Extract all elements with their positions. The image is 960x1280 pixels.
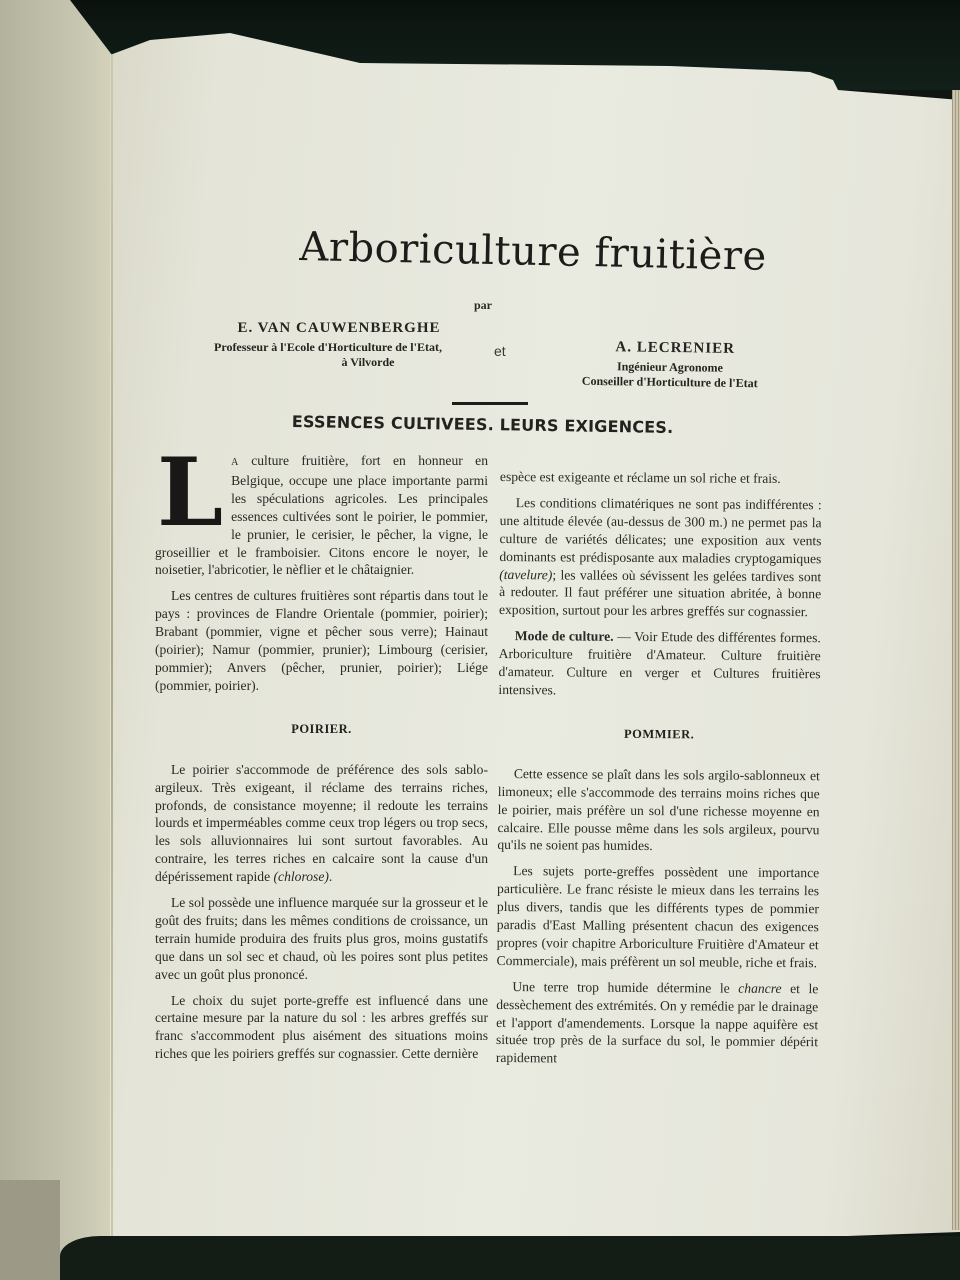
- author-2-name: A. LECRENIER: [615, 339, 736, 357]
- text: Une terre trop humide détermine le: [512, 978, 739, 996]
- paragraph-poirier-1: [155, 761, 488, 886]
- text: .: [328, 869, 333, 885]
- intro-paragraph: [155, 438, 488, 579]
- author-1-affiliation: [178, 340, 478, 370]
- italic-term: (tavelure): [499, 566, 553, 582]
- article-title: Arboriculture fruitière: [299, 224, 768, 280]
- author-2: [555, 338, 786, 391]
- title-divider: [452, 402, 528, 405]
- drop-cap: L: [157, 438, 224, 548]
- author-2-affiliation-line: Conseiller d'Horticulture de l'Etat: [581, 373, 758, 391]
- italic-term: chancre: [738, 980, 782, 996]
- paragraph-centres: Les centres de cultures fruitières sont répartis dans tout le pays : provinces de Flandre Orientale (pommier, poirier); Brabant (pommier, vigne et pêcher sous verre); Hainaut (poirier); Namur (pommier, prunier); Limbourg (cerisier, pommier); Anvers (pêcher, prunier, poirier); Liége (pommier, poirier).: [155, 588, 488, 693]
- author-conjunction: et: [494, 343, 506, 359]
- text: ; les vallées où sévissent les gelées tardives sont à redouter. Il faut préférer une situation abritée, à bonne exposition, surtout pour les arbres greffés sur cognassier.: [498, 566, 822, 620]
- intro-smallcap: A: [231, 457, 239, 468]
- paragraph-climat: [499, 494, 822, 622]
- paragraph-continuation: espèce est exigeante et réclame un sol riche et frais.: [499, 468, 781, 486]
- intro-text: culture fruitière, fort en honneur en Belgique, occupe une place importante parmi les spéculations agricoles. Les principales essences cultivées sont le poirier, le pommier, le prunier, le cerisier, le pêcher, la vigne, le groseillier et le framboisier. Citons encore le noyer, le noisetier, l'abricotier, le nèflier et le châtaignier.: [155, 453, 488, 578]
- text: Le poirier s'accommode de préférence des sols sablo-argileux. Très exigeant, il réclame des terrains riches, profonds, de consistance moyenne; il redoute les terrains lourds et imperméables comme ceux trop légers ou trop secs, les sols alluvionnaires lui sont surtout favorables. Au contraire, les terres riches en calcaire sont la cause d'un dépérissement rapide: [155, 761, 488, 885]
- paragraph-pommier-1: Cette essence se plaît dans les sols argilo-sablonneux et limoneux; elle s'accommode des terrains moins riches que le poirier, mais préfère un sol d'une richesse moyenne en calcaire. Elle pousse même dans les sols argileux, pourvu qu'ils ne soient pas humides.: [497, 765, 820, 854]
- author-2-affiliation-line: Ingénieur Agronome: [616, 359, 724, 375]
- author-1: [178, 320, 478, 370]
- subheading-poirier: POIRIER.: [291, 721, 352, 736]
- paragraph-pommier-3: [496, 978, 819, 1070]
- text: Les conditions climatériques ne sont pas indifférentes : une altitude élevée (au-dessus de 300 m.) ne permet pas la culture de variétés délicates; une exposition aux vents dominants est prédisposante aux maladies cryptogamiques: [499, 495, 822, 566]
- text: — Voir Etude des différentes formes. Arboriculture fruitière d'Amateur. Culture fruitière d'amateur. Culture en verger et Cultures fruitières intensives.: [498, 629, 821, 698]
- paragraph-poirier-3: Le choix du sujet porte-greffe est influencé dans une certaine mesure par la nature du sol : les arbres greffés sur franc s'accommodent plus aisément des situations moins riches que les poiriers greffés sur cognassier. Cette dernière: [155, 992, 488, 1062]
- author-2-affiliation: [555, 358, 785, 391]
- text: et le dessèchement des extrémités. On y remédie par le drainage et l'apport d'amendements. Lorsque la nappe aquifère est située trop près de la surface du sol, le pommier dépérit rapidement: [495, 980, 819, 1066]
- section-heading: ESSENCES CULTIVEES. LEURS EXIGENCES.: [291, 412, 674, 437]
- left-column: [155, 438, 488, 1071]
- paragraph-mode-culture: [498, 627, 820, 701]
- author-1-affiliation-line: à Vilvorde: [341, 355, 395, 369]
- italic-term: (chlorose): [273, 869, 329, 885]
- paragraph-pommier-2: Les sujets porte-greffes possèdent une importance particulière. Le franc résiste le mieux dans les terrains les plus divers, tandis que les différents types de pommier paradis d'East Malling présentent chacun des exigences propres (voir chapitre Arboriculture Fruitière d'Amateur et Commerciale), mais préfèrent un sol meuble, riche et frais.: [496, 863, 820, 971]
- runin-heading: Mode de culture.: [514, 628, 614, 645]
- author-1-affiliation-line: Professeur à l'Ecole d'Horticulture de l'Etat,: [214, 340, 442, 354]
- subheading-pommier: POMMIER.: [623, 726, 695, 742]
- right-column: [496, 468, 822, 1078]
- paragraph-poirier-2: Le sol possède une influence marquée sur la grosseur et le goût des fruits; dans les mêmes conditions de croissance, un terrain humide produira des fruits plus gros, moins gustatifs que dans un sol sec et chaud, où les poires sont plus petites avec un goût plus prononcé.: [155, 895, 488, 982]
- author-1-name: E. VAN CAUWENBERGHE: [237, 320, 441, 336]
- byline-par: par: [474, 298, 492, 312]
